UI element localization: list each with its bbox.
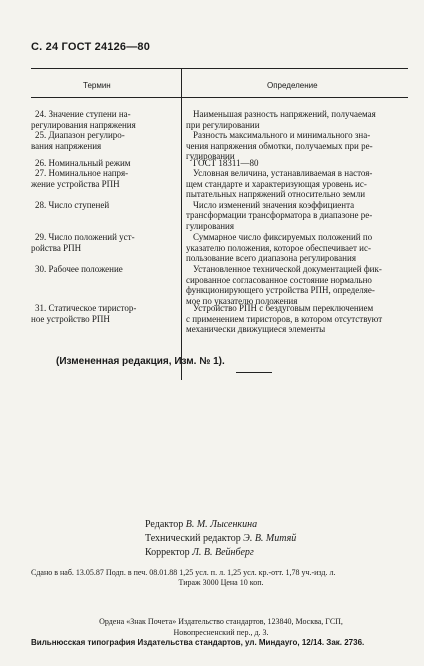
definition-line: Установленное технической документацией фик- bbox=[193, 264, 382, 274]
definition-line: указателю положения, которое обеспечивает ис- bbox=[186, 243, 371, 253]
term-29: ройства РПН bbox=[31, 243, 82, 253]
definition-line: пытательных напряжений относительно земли bbox=[186, 189, 366, 199]
definition-line: Суммарное число фиксируемых положений по bbox=[193, 232, 373, 242]
editors-block bbox=[145, 518, 296, 560]
tech-editor-line bbox=[145, 532, 296, 546]
column-header-term: Термин bbox=[83, 81, 111, 90]
publisher-line: Ордена «Знак Почета» Издательство стандартов, 123840, Москва, ГСП, bbox=[99, 617, 343, 626]
definition-line: Условная величина, устанавливаемая в настоя- bbox=[193, 168, 373, 178]
terms-table bbox=[31, 68, 408, 380]
term-31: ное устройство РПН bbox=[31, 314, 110, 324]
editor-name: Э. В. Митяй bbox=[243, 533, 297, 544]
publisher-info bbox=[31, 617, 411, 649]
term-25: вания напряжения bbox=[31, 141, 102, 151]
editor-name: В. М. Лысенкина bbox=[185, 519, 258, 530]
editor-name: Л. В. Вейнберг bbox=[192, 547, 254, 558]
separator-rule bbox=[236, 372, 272, 373]
column-header-definition: Определение bbox=[267, 81, 318, 90]
publisher-address: Новопресненский пер., д. 3. bbox=[173, 627, 269, 637]
term-27: жение устройства РПН bbox=[31, 179, 120, 189]
definition-line: мое по указателю положения bbox=[186, 296, 298, 306]
definition-line: механически движущиеся элементы bbox=[186, 324, 326, 334]
corrector-line bbox=[145, 546, 296, 560]
page-header: С. 24 ГОСТ 24126—80 bbox=[31, 41, 151, 53]
definition-line: Устройство РПН с бездуговым переключением bbox=[193, 303, 374, 313]
term-29: 29. Число положений уст- bbox=[35, 232, 135, 242]
term-25: 25. Диапазон регулиро- bbox=[35, 130, 125, 140]
circulation-line: Тираж 3000 Цена 10 коп. bbox=[178, 578, 264, 587]
editor-role: Редактор bbox=[145, 519, 184, 530]
term-30: 30. Рабочее положение bbox=[35, 264, 123, 274]
definition-line: Наименьшая разность напряжений, получаемая bbox=[193, 109, 376, 119]
printing-line: Сдано в наб. 13.05.87 Подп. в печ. 08.01.88 1,25 усл. п. л. 1,25 усл. кр.-отт. 1,78 уч.-изд. л. bbox=[31, 568, 336, 577]
header-bottom-rule bbox=[31, 97, 408, 98]
definition-line: трансформации трансформатора в диапазоне ре- bbox=[186, 210, 373, 220]
definition-line: сированное согласованное состояние нормально bbox=[186, 275, 372, 285]
definition-line: Разность максимального и минимального зна- bbox=[193, 130, 371, 140]
printer-line: Вильнюсская типография Издательства стандартов, ул. Миндауго, 12/14. Зак. 2736. bbox=[31, 638, 365, 647]
editor-line bbox=[145, 518, 296, 532]
table-top-rule bbox=[31, 68, 408, 69]
term-31: 31. Статическое тиристор- bbox=[35, 303, 137, 313]
term-27: 27. Номинальное напря- bbox=[35, 168, 129, 178]
printing-info bbox=[31, 568, 411, 588]
definition-line: ГОСТ 18311—80 bbox=[193, 158, 259, 168]
term-24: регулирования напряжения bbox=[31, 120, 136, 130]
term-28: 28. Число ступеней bbox=[35, 200, 110, 210]
term-24: 24. Значение ступени на- bbox=[35, 109, 131, 119]
definition-line: пользование всего диапазона регулирования bbox=[186, 253, 356, 263]
editor-role: Корректор bbox=[145, 547, 190, 558]
definition-line: Число изменений значения коэффициента bbox=[193, 200, 355, 210]
definition-line: чения напряжения обмотки, получаемых при ре- bbox=[186, 141, 373, 151]
definition-line: функционирующего устройства РПН, определяе- bbox=[186, 285, 375, 295]
term-26: 26. Номинальный режим bbox=[35, 158, 131, 168]
definition-line: при регулировании bbox=[186, 120, 260, 130]
definition-line: гулировании bbox=[186, 151, 235, 161]
amendment-note: (Измененная редакция, Изм. № 1). bbox=[56, 356, 225, 367]
definition-line: щем стандарте и характеризующая уровень ис- bbox=[186, 179, 367, 189]
editor-role: Технический редактор bbox=[145, 533, 241, 544]
definition-line: гулирования bbox=[186, 221, 235, 231]
definition-line: с применением тиристоров, в котором отсутствуют bbox=[186, 314, 383, 324]
